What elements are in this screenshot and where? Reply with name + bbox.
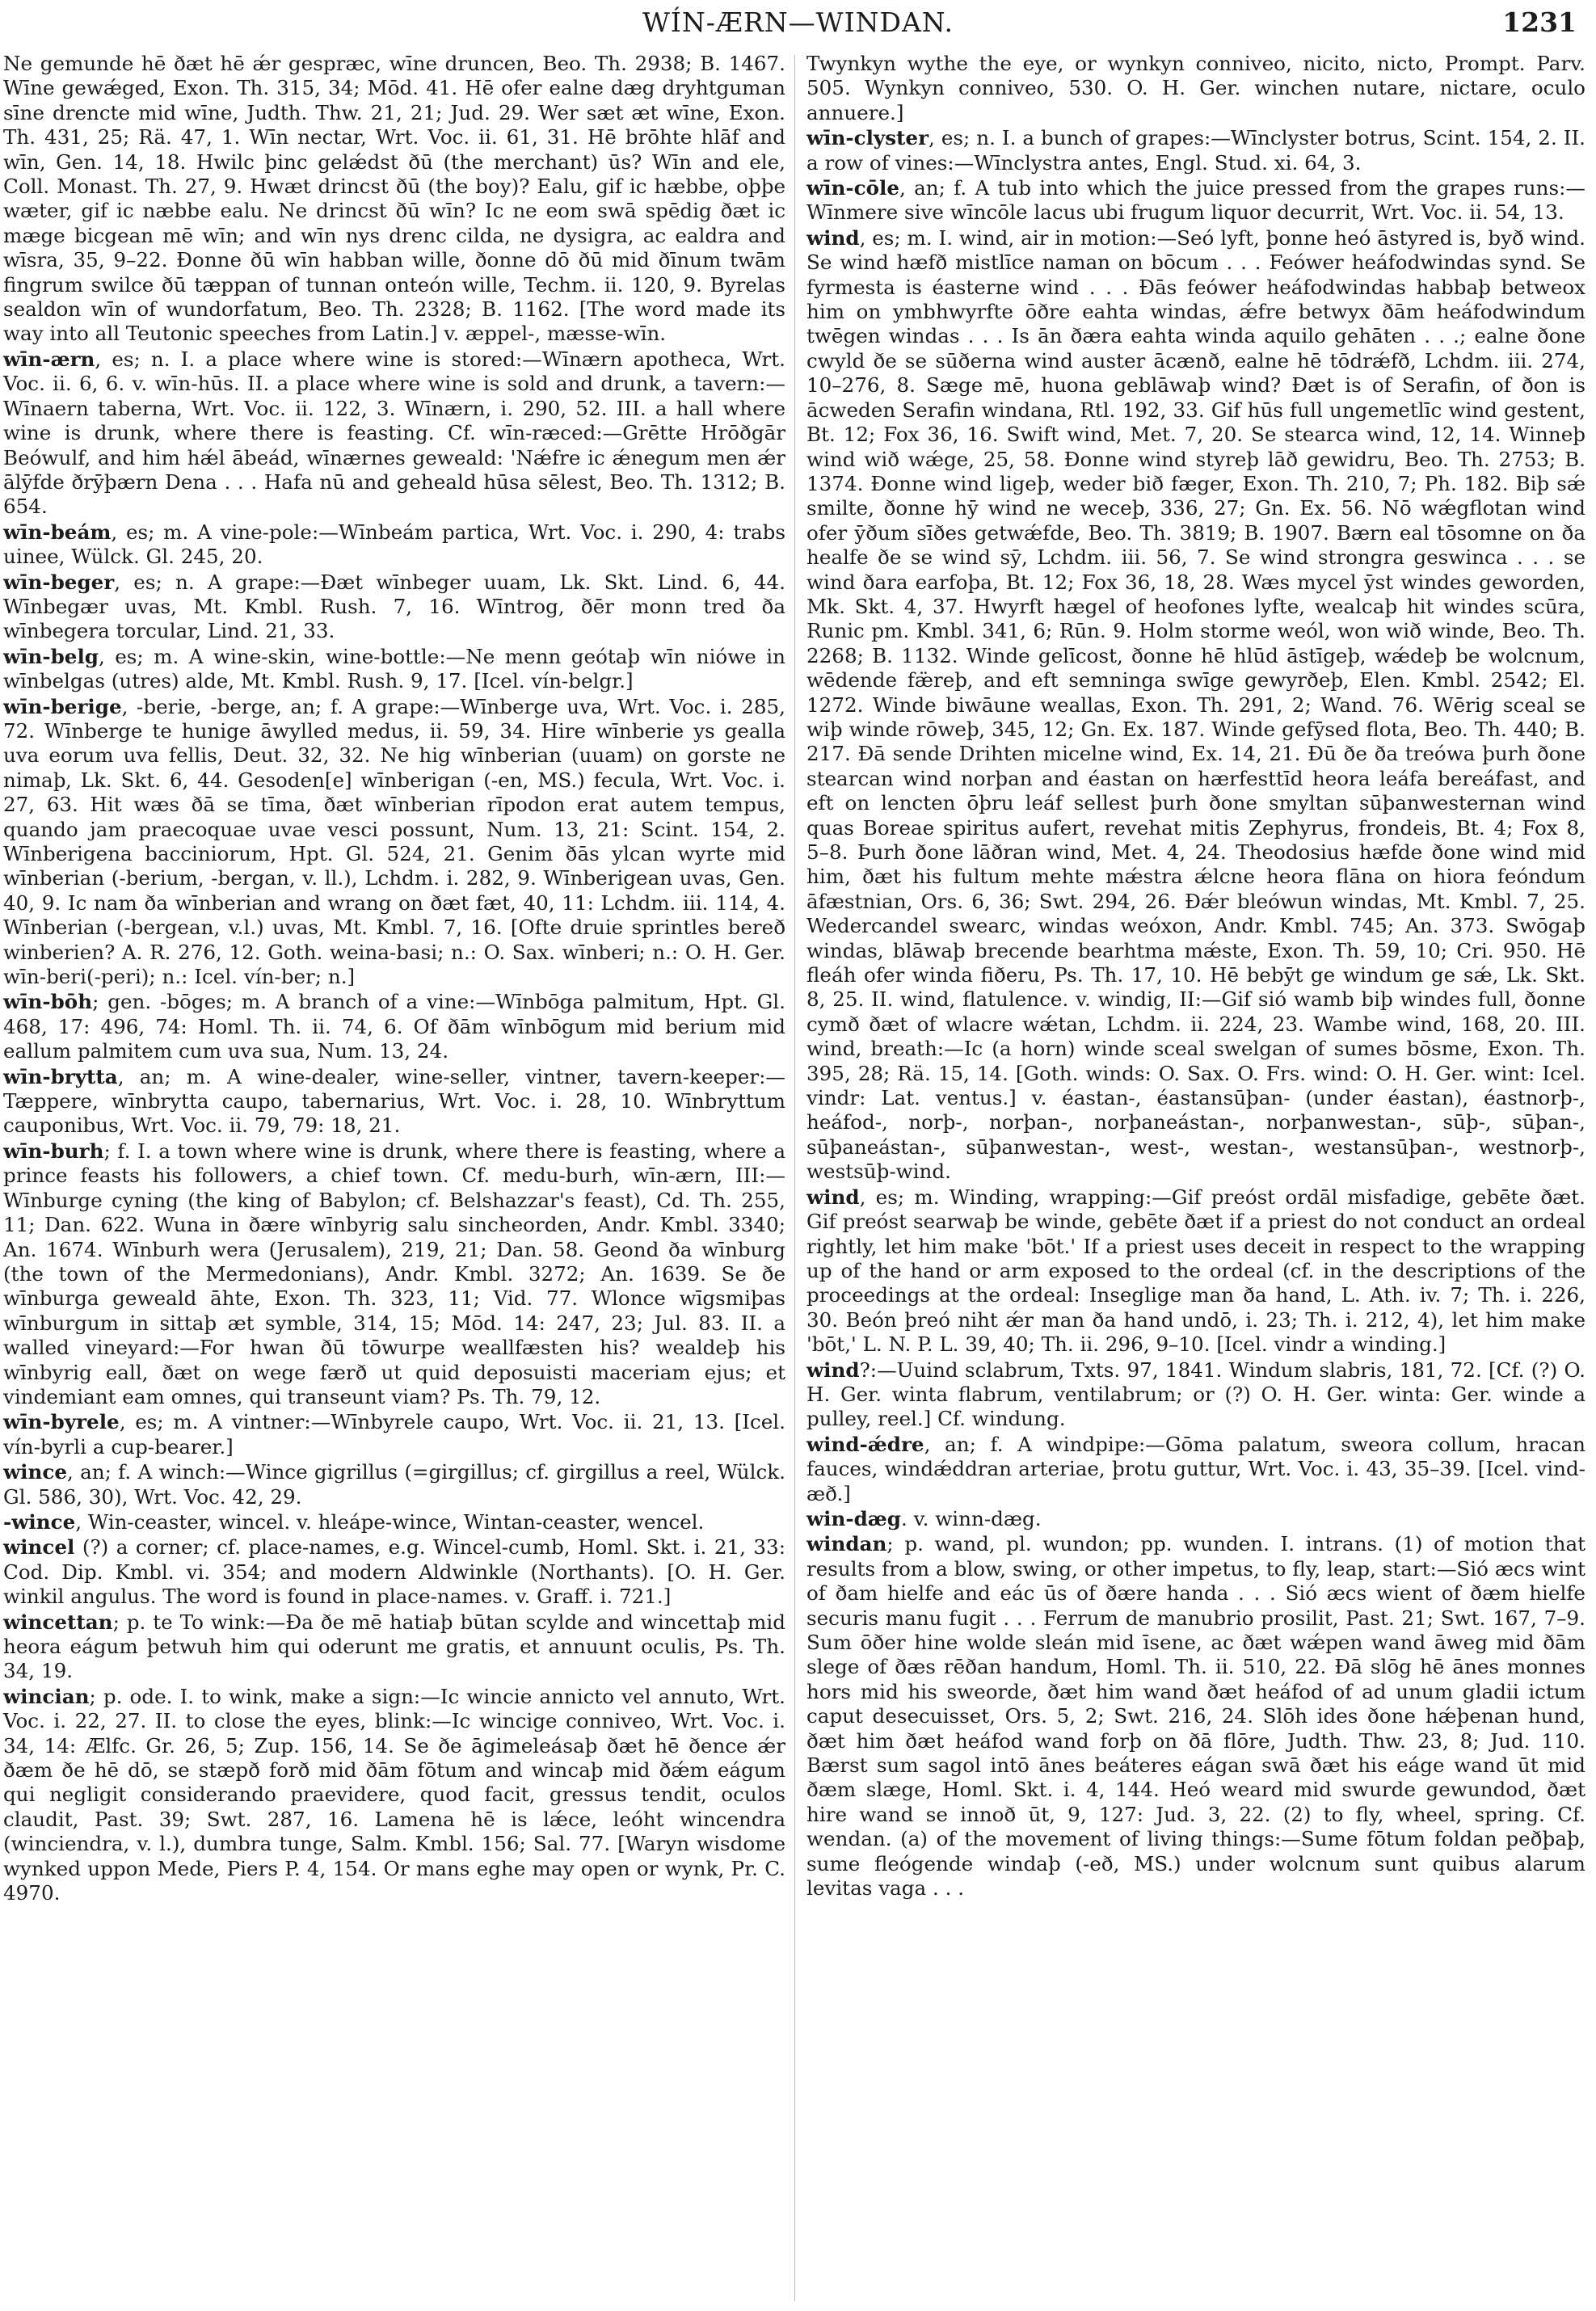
running-head [0,5,1596,44]
entry-win-beger [3,570,785,644]
headword: wīn-beám [3,520,112,544]
definition: , es; m. A vintner:—Wīnbyrele caupo, Wrt. Voc. ii. 21, 13. [Icel. vín-byrli a cup-bearer.] [3,1410,785,1459]
entry-win-beam [3,520,785,570]
headword: wīn-byrele [3,1410,120,1434]
headword: wīn-cōle [806,176,899,200]
definition: , an; f. A tub into which the juice pressed from the grapes runs:—Wīnmere sive wīncōle lacus ubi frugum liquor decurrit, Wrt. Voc. ii. 54, 13. [806,176,1585,225]
definition: , an; f. A winch:—Wince gigrillus (=girgillus; cf. girgillus a reel, Wülck. Gl. 586, 30), Wrt. Voc. 42, 29. [3,1460,785,1509]
entry-win-byrele [3,1410,785,1459]
entry-win-boh [3,990,785,1063]
definition: ; p. ode. I. to wink, make a sign:—Ic wincie annicto vel annuto, Wrt. Voc. i. 22, 27. II. to close the eyes, blink:—Ic wincige conniveo, Wrt. Voc. i. 34, 14: Ælfc. Gr. 26, 5; Zup. 156, 14. Se ðe āgimeleásaþ ðæt hē ðence ǽr ðæm ðe hē dō, se stæpð forð mid ðām fōtum and wincaþ mid ðǽm eágum qui negligit considerando praevidere, quod facit, gressus tendit, oculos claudit, Past. 39; Swt. 287, 16. Lamena hē is lǽce, leóht wincendra (winciendra, v. l.), dumbra tunge, Salm. Kmbl. 156; Sal. 77. [Waryn wisdome wynked uppon Mede, Piers P. 4, 154. Or mans eghe may open or wynk, Pr. C. 4970. [3,1684,785,1905]
right-column [806,52,1585,1901]
definition: , es; m. A vine-pole:—Wīnbeám partica, Wrt. Voc. i. 290, 4: trabs uinee, Wülck. Gl. 245, 20. [3,520,785,569]
entry-win-belg [3,645,785,694]
entry-win-berige [3,695,785,990]
headword: wince [3,1460,68,1484]
headword: win-dæg [806,1506,901,1530]
entry-continuation: Twynkyn wythe the eye, or wynkyn conniveo, nicito, nicto, Prompt. Parv. 505. Wynkyn conniveo, 530. O. H. Ger. winchen nutare, nictare, oculo annuere.] [806,52,1585,124]
entry-win-daeg [806,1507,1585,1531]
headword: wīn-ærn [3,347,95,371]
definition: , an; m. A wine-dealer, wine-seller, vintner, tavern-keeper:—Tæppere, wīnbrytta caupo, tabernarius, Wrt. Voc. i. 28, 10. Wīnbryttum cauponibus, Wrt. Voc. ii. 79, 79: 18, 21. [3,1064,785,1138]
definition: ; p. wand, pl. wundon; pp. wunden. I. intrans. (1) of motion that results from a blow, swing, or other impetus, to fly, leap, start:—Sió æcs wint of ðam hielfe and eác ūs of ðære handa . . . Sió æcs wient of ðæm hielfe securis manu fugit . . . Ferrum de manubrio prosilit, Past. 21; Swt. 167, 7–9. Sum ōðer hine wolde sleán mid īsene, ac ðæt wǽpen wand āweg mid ðām slege of ðæs rēðan handum, Homl. Th. ii. 510, 22. Ðā slōg hē ānes monnes hors mid his sweorde, ðæt him wand ðæt heáfod of ad unum gladii ictum caput desecuisset, Ors. 5, 2; Swt. 216, 24. Slōh ides ðone hǽþenan hund, ðæt him ðæt heáfod wand forþ on ðā flōre, Judth. Thw. 23, 8; Jud. 110. Bærst sum sagol intō ānes beáteres eágan swā ðæt his eáge wand ūt mid ðæm slæge, Homl. Skt. i. 4, 144. Heó weard mid swurde gewundod, ðæt hire wand se innoð ūt, 9, 127: Jud. 3, 22. (2) to fly, wheel, spring. Cf. wendan. (a) of the movement of living things:—Sume fōtum foldan peðþaþ, sume fleógende windaþ (-eð, MS.) under wolcnum sunt quibus alarum levitas vaga . . . [806,1532,1585,1901]
definition: ; f. I. a town where wine is drunk, where there is feasting, where a prince feasts his followers, a chief town. Cf. medu-burh, wīn-ærn, III:—Wīnburge cyning (the king of Babylon; cf. Belshazzar's feast), Cd. Th. 255, 11; Dan. 622. Wuna in ðære wīnbyrig salu sincheorden, Andr. Kmbl. 3340; An. 1674. Wīnburh wera (Jerusalem), 219, 21; Dan. 58. Geond ða wīnburg (the town of the Mermedonians), Andr. Kmbl. 3272; An. 1639. Se ðe wīnburga geweald āhte, Exon. Th. 323, 11; Vid. 77. Wlonce wīgsmiþas wīnburgum in sittaþ æt symble, 314, 15; Mōd. 14: 247, 23; Jul. 83. II. a walled vineyard:—For hwan ðū tōwurpe weallfæsten his? wealdeþ his wīnbyrig eall, ðæt on wege færð ut quid deposuisti maceriam ejus; et vindemiant eam omnes, qui transeunt viam? Ps. Th. 79, 12. [3,1139,785,1408]
definition: (?) a corner; cf. place-names, e.g. Wincel-cumb, Homl. Skt. i. 21, 33: Cod. Dip. Kmbl. vi. 354; and modern Aldwinkle (Northants). [O. H. Ger. winkil angulus. The word is found in place-names. v. Graff. i. 721.] [3,1535,785,1609]
definition: ?:—Uuind sclabrum, Txts. 97, 1841. Windum slabris, 181, 72. [Cf. (?) O. H. Ger. winta flabrum, ventilabrum; or (?) O. H. Ger. winta: Ger. winde a pulley, reel.] Cf. windung. [806,1358,1585,1431]
entry-wincettan [3,1610,785,1684]
entry-continuation: Ne gemunde hē ðæt hē ǽr gespræc, wīne druncen, Beo. Th. 2938; B. 1467. Wīne gewǽged, Exon. Th. 315, 34; Mōd. 41. Hē ofer ealne dæg dryhtguman sīne drencte mid wīne, Judth. Thw. 21, 21; Jud. 29. Wer sæt æt wīne, Exon. Th. 431, 25; Rä. 47, 1. Wīn nectar, Wrt. Voc. ii. 61, 31. Hē brōhte hlāf and wīn, Gen. 14, 18. Hwilc þinc gelǽdst ðū (the merchant) ūs? Wīn and ele, Coll. Monast. Th. 27, 9. Hwæt drincst ðū (the boy)? Ealu, gif ic hæbbe, oþþe wæter, gif ic næbbe ealu. Ne drincst ðū wīn? Ic ne eom swā spēdig ðæt ic mæge bicgean mē wīn; and wīn nys drenc cilda, ne dysigra, ac ealdra and wīsra, 35, 9–22. Ðonne ðū wīn habban wille, ðonne dō ðū mid ðīnum twām fingrum swilce ðū tæppan of tunnan onteón wille, Techm. ii. 120, 9. Byrelas sealdon wīn of wundorfatum, Beo. Th. 2328; B. 1162. [The word made its way into all Teutonic speeches from Latin.] v. æppel-, mæsse-wīn. [3,52,785,346]
definition: , Win-ceaster, wincel. v. hleápe-wince, Wintan-ceaster, wencel. [75,1509,705,1534]
definition: ; p. te To wink:—Ða ðe mē hatiaþ būtan scylde and wincettaþ mid heora eágum þetwuh him qui oderunt me gratis, et annuunt oculis, Ps. Th. 34, 19. [3,1610,785,1683]
entry-windan [806,1532,1585,1901]
headword: wīn-belg [3,644,99,668]
headword: wind [806,1185,860,1209]
entry-wince [3,1460,785,1509]
entry-win-aern [3,347,785,520]
column-divider [794,55,795,2301]
headword: wincettan [3,1610,113,1634]
entry-win-burh [3,1139,785,1409]
definition: , es; m. Winding, wrapping:—Gif preóst ordāl misfadige, gebēte ðæt. Gif preóst searwaþ be winde, gebēte ðæt if a priest do not conduct an ordeal rightly, let him make 'bōt.' If a priest uses deceit in respect to the wrapping up of the hand or arm exposed to the ordeal (cf. in the descriptions of the proceedings at the ordeal: Inseglige man ða hand, L. Ath. iv. 7; Th. i. 226, 30. Beón þreó niht ǽr man ða hand undō, i. 23; Th. i. 212, 4), let him make 'bōt,' L. N. P. L. 39, 40; Th. ii. 296, 9–10. [Icel. vindr a winding.] [806,1185,1585,1357]
headword: -wince [3,1509,76,1534]
entry-wind-aedre [806,1433,1585,1506]
headword: wincel [3,1535,75,1560]
definition: , es; n. I. a place where wine is stored:—Wīnærn apotheca, Wrt. Voc. ii. 6, 6. v. wīn-hūs. II. a place where wine is sold and drunk, a tavern:—Wīnaern taberna, Wrt. Voc. ii. 122, 3. Wīnærn, i. 290, 52. III. a hall where wine is drunk, where there is feasting. Cf. wīn-ræced:—Grētte Hrōðgār Beówulf, and him hǽl ābeád, wīnærnes geweald: 'Nǽfre ic ǽnegum men ǽr ālȳfde ðrȳþærn Dena . . . Hafa nū and geheald hūsa sēlest, Beo. Th. 1312; B. 654. [3,347,785,519]
definition: , es; n. I. a bunch of grapes:—Wīnclyster botrus, Scint. 154, 2. II. a row of vines:—Wīnclystra antes, Engl. Stud. xi. 64, 3. [806,126,1585,175]
page-title: WÍN-ÆRN—WINDAN. [642,6,954,38]
headword: wind-ǽdre [806,1432,924,1456]
entry-wind-3 [806,1358,1585,1432]
definition: ; gen. -bōges; m. A branch of a vine:—Wīnbōga palmitum, Hpt. Gl. 468, 17: 496, 74: Homl. Th. ii. 74, 6. Of ðām wīnbōgum mid berium mid eallum palmitem cum uva sua, Num. 13, 24. [3,990,785,1063]
headword: wind [806,225,860,250]
page-number: 1231 [1502,6,1577,38]
definition: , -berie, -berge, an; f. A grape:—Wīnberge uva, Wrt. Voc. i. 285, 72. Wīnberge te hunige āwylled medus, ii. 59, 34. Hire wīnberie ys gealla uva eorum uva fellis, Deut. 32, 32. Ne hig wīnberian (uuam) on gorste ne nimaþ, Lk. Skt. 6, 44. Gesoden[e] wīnberigan (-en, MS.) fecula, Wrt. Voc. i. 27, 63. Hit wæs ðā se tīma, ðæt wīnberian rīpodon erat autem tempus, quando jam praecoquae uvae vesci possunt, Num. 13, 21: Scint. 154, 2. Wīnberigena bacciniorum, Hpt. Gl. 524, 21. Genim ðās ylcan wyrte mid wīnberian (-berium, -bergan, v. ll.), Lchdm. i. 282, 9. Wīnberigean uvas, Gen. 40, 9. Ic nam ða wīnberian and wrang on ðæt fæt, 40, 11: Lchdm. iii. 114, 4. Wīnberian (-bergean, v.l.) uvas, Mt. Kmbl. 7, 16. [Ofte druie sprintles bereð winberien? A. R. 276, 12. Goth. weina-basi; n.: O. Sax. wīnberi; n.: O. H. Ger. wīn-beri(-peri); n.: Icel. vín-ber; n.] [3,694,785,989]
definition: , es; m. A wine-skin, wine-bottle:—Ne menn geótaþ wīn niówe in wīnbelgas (utres) alde, Mt. Kmbl. Rush. 9, 17. [Icel. vín-belgr.] [3,644,785,693]
headword: wincian [3,1684,90,1708]
headword: wind [806,1358,860,1382]
headword: windan [806,1532,887,1556]
definition: , es; n. A grape:—Ðæt wīnbeger uuam, Lk. Skt. Lind. 6, 44. Wīnbegær uvas, Mt. Kmbl. Rush. 7, 16. Wīntrog, ðēr monn tred ða wīnbegera torcular, Lind. 21, 33. [3,570,785,643]
headword: wīn-beger [3,570,115,594]
entry-win-cole [806,176,1585,225]
definition: . v. winn-dæg. [900,1506,1042,1530]
definition: , es; m. I. wind, air in motion:—Seó lyft, þonne heó āstyred is, byð wind. Se wind hæfð mistlīce naman on bōcum . . . Feówer heáfodwindas synd. Se fyrmesta is éasterne wind . . . Ðās feówer heáfodwindas habbaþ betweox him on ymbhwyrfte ōðre eahta windas, ǽfre betwyx ðām heáfodwindum twēgen windas . . . Is ān ðæra eahta winda aquilo gehāten . . .; ealne ðone cwyld ðe se sūðerna wind auster ācænð, ealne hē tōdrǽfð, Lchdm. iii. 274, 10–276, 8. Sæge mē, huona geblāwaþ wind? Ðæt is of Serafin, of ðon is ācweden Serafin windana, Rtl. 192, 33. Gif hūs full ungemetlīc wind gestent, Bt. 12; Fox 36, 16. Swift wind, Met. 7, 20. Se stearca wind, 12, 14. Winneþ wind wið wǽge, 25, 58. Ðonne wind styreþ lāð gewidru, Beo. Th. 2753; B. 1374. Ðonne wind ligeþ, weder bið fæger, Exon. Th. 210, 7; Ph. 182. Biþ sǽ smilte, ðonne hȳ wind ne weceþ, 336, 27; Gn. Ex. 56. Nō wǽgflotan wind ofer ȳðum sīðes getwǽfde, Beo. Th. 3819; B. 1907. Bærn eal tōsomne on ða healfe ðe se wind sȳ, Lchdm. iii. 56, 7. Se wind strongra geswinca . . . se wind ðara earfoþa, Bt. 12; Fox 36, 18, 28. Wæs mycel ȳst windes geworden, Mk. Skt. 4, 37. Hwyrft hægel of heofones lyfte, wealcaþ hit windes scūra, Runic pm. Kmbl. 341, 6; Rūn. 9. Holm storme weól, won wið winde, Beo. Th. 2268; B. 1132. Winde gelīcost, ðonne hē hlūd āstīgeþ, wǽdeþ be wolcnum, wēdende fæ̈reþ, and eft semninga swīge gewyrðeþ, Elen. Kmbl. 2542; El. 1272. Winde biwāune weallas, Exon. Th. 291, 2; Wand. 76. Wērig sceal se wiþ winde rōweþ, 345, 12; Gn. Ex. 187. Winde gefȳsed flota, Beo. Th. 440; B. 217. Ðā sende Drihten micelne wind, Ex. 14, 21. Ðū ðe ða treówa þurh ðone stearcan wind norþan and éastan on hærfesttīd heora leáfa bereáfast, and eft on lencten ōþru leáf sellest þurh ðone smyltan sūþanwesternan wind quas Boreae spiritus aufert, revehat mitis Zephyrus, frondeis, Bt. 4; Fox 8, 5–8. Þurh ðone lāðran wind, Met. 4, 24. Theodosius hæfde ðone wind mid him, ðæt his fultum mehte mǽstra ǽlcne heora flāna on hiora feóndum āfæstnian, Ors. 6, 36; Swt. 294, 26. Ðǽr bleówun windas, Mt. Kmbl. 7, 25. Wedercandel swearc, windas weóxon, Andr. Kmbl. 745; An. 373. Swōgaþ windas, blāwaþ brecende bearhtma mǽste, Exon. Th. 59, 10; Cri. 950. Hē fleáh ofer winda fiðeru, Ps. Th. 17, 10. Hē bebȳt ge windum ge sǽ, Lk. Skt. 8, 25. II. wind, flatulence. v. windig, II:—Gif sió wamb biþ windes full, ðonne cymð ðæt of wlacre wǽtan, Lchdm. ii. 224, 23. Wambe wind, 168, 20. III. wind, breath:—Ic (a horn) winde sceal swelgan of sumes bōsme, Exon. Th. 395, 28; Rä. 15, 14. [Goth. winds: O. Sax. O. Frs. wind: O. H. Ger. wint: Icel. vindr: Lat. ventus.] v. éastan-, éastansūþan- (under éastan), éastnorþ-, heáfod-, norþ-, norþan-, norþaneástan-, norþanwestan-, sūþ-, sūþan-, sūþaneástan-, sūþanwestan-, west-, westan-, westansūþan-, westnorþ-, westsūþ-wind. [806,225,1585,1184]
headword: wīn-bōh [3,990,93,1014]
headword: wīn-burh [3,1139,104,1163]
entry-wind-1 [806,226,1585,1185]
entry-wince-suffix [3,1510,785,1534]
entry-win-clyster [806,126,1585,175]
entry-wincel [3,1535,785,1609]
headword: wīn-brytta [3,1064,118,1088]
definition: , an; f. A windpipe:—Gōma palatum, sweora collum, hracan fauces, windǽddran arteriae, þrotu guttur, Wrt. Voc. i. 43, 35–39. [Icel. vind-æð.] [806,1432,1585,1505]
entry-wincian [3,1685,785,1906]
headword: wīn-berige [3,694,122,718]
left-column [3,52,785,1906]
headword: wīn-clyster [806,126,929,150]
entry-win-brytta [3,1065,785,1139]
entry-wind-2 [806,1185,1585,1358]
